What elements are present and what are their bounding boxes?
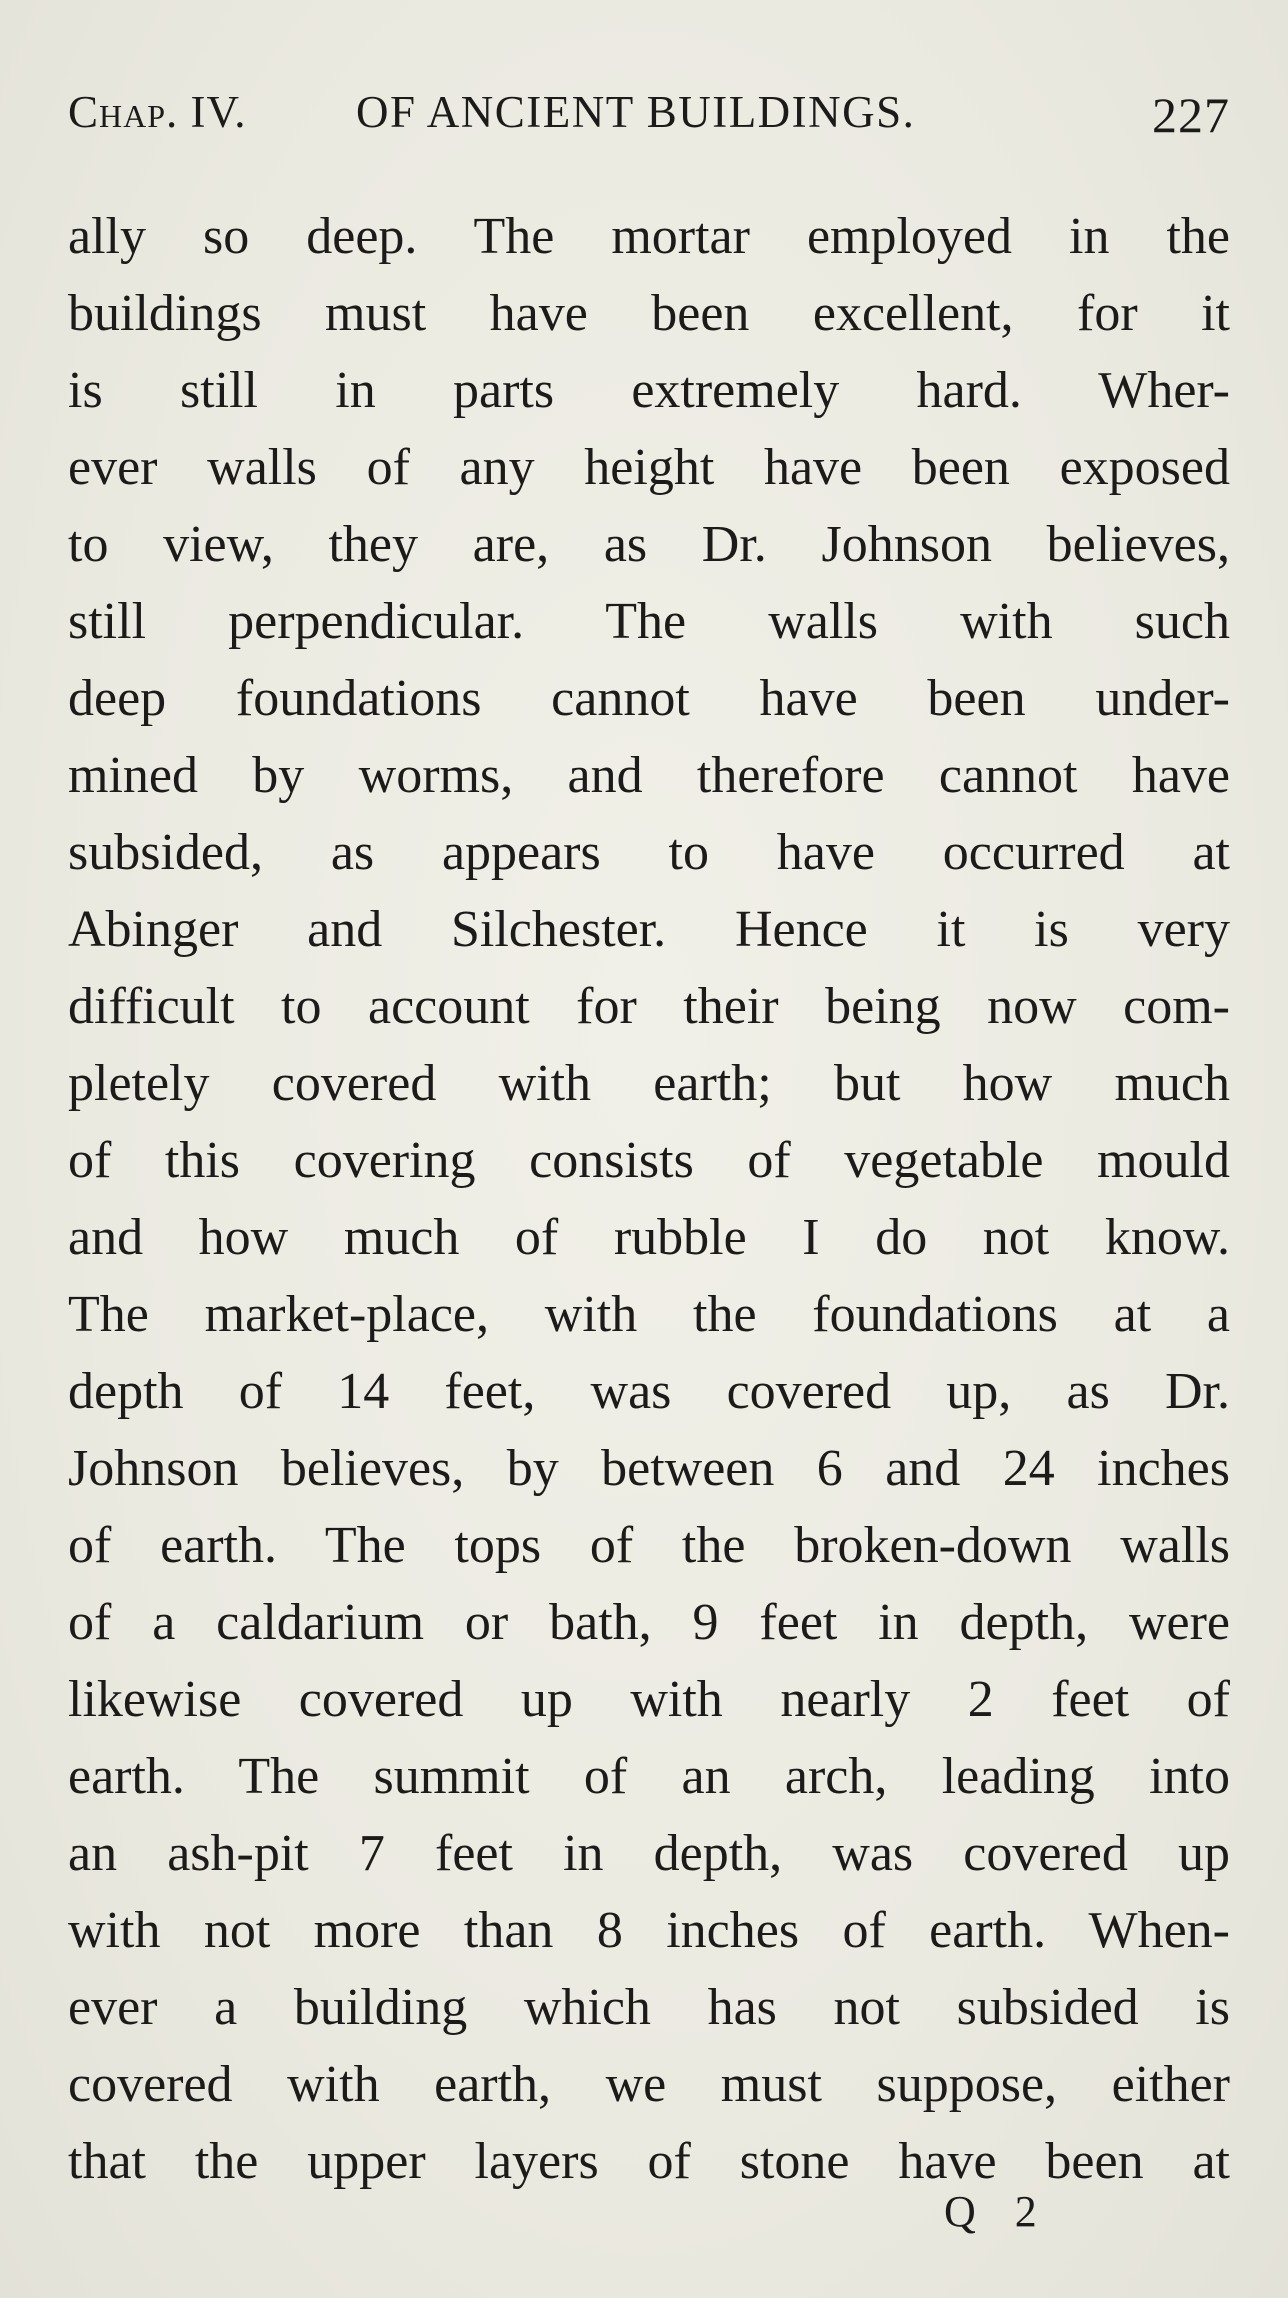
text-line: still perpendicular. The walls with such (68, 593, 1230, 650)
text-line: ever walls of any height have been exposed (68, 439, 1230, 496)
page-number: 227 (1152, 87, 1230, 143)
text-line: and how much of rubble I do not know. (68, 1209, 1230, 1266)
text-line: of earth. The tops of the broken-down walls (68, 1517, 1230, 1574)
text-line: with not more than 8 inches of earth. When- (68, 1902, 1230, 1959)
body-text (68, 198, 1230, 2200)
text-line: Johnson believes, by between 6 and 24 inches (68, 1440, 1230, 1497)
text-line: covered with earth, we must suppose, either (68, 2056, 1230, 2113)
chapter-title: OF ANCIENT BUILDINGS. (356, 87, 916, 137)
text-line: of a caldarium or bath, 9 feet in depth, were (68, 1594, 1230, 1651)
text-line: earth. The summit of an arch, leading into (68, 1748, 1230, 1805)
text-line: is still in parts extremely hard. Wher- (68, 362, 1230, 419)
text-line: ally so deep. The mortar employed in the (68, 208, 1230, 265)
text-line: likewise covered up with nearly 2 feet of (68, 1671, 1230, 1728)
text-line: The market-place, with the foundations at a (68, 1286, 1230, 1343)
text-line: depth of 14 feet, was covered up, as Dr. (68, 1363, 1230, 1420)
text-line: difficult to account for their being now com- (68, 978, 1230, 1035)
text-line: mined by worms, and therefore cannot have (68, 747, 1230, 804)
text-line: that the upper layers of stone have been at (68, 2133, 1230, 2190)
text-line: to view, they are, as Dr. Johnson believes, (68, 516, 1230, 573)
text-line: subsided, as appears to have occurred at (68, 824, 1230, 881)
chapter-label: Chap. IV. (68, 87, 247, 137)
text-line: pletely covered with earth; but how much (68, 1055, 1230, 1112)
text-line: ever a building which has not subsided is (68, 1979, 1230, 2036)
text-line: Abinger and Silchester. Hence it is very (68, 901, 1230, 958)
text-line: deep foundations cannot have been under- (68, 670, 1230, 727)
text-line: an ash-pit 7 feet in depth, was covered up (68, 1825, 1230, 1882)
text-line: of this covering consists of vegetable mould (68, 1132, 1230, 1189)
text-line: buildings must have been excellent, for it (68, 285, 1230, 342)
running-header (68, 86, 1230, 146)
signature-mark: Q 2 (944, 2187, 1051, 2236)
